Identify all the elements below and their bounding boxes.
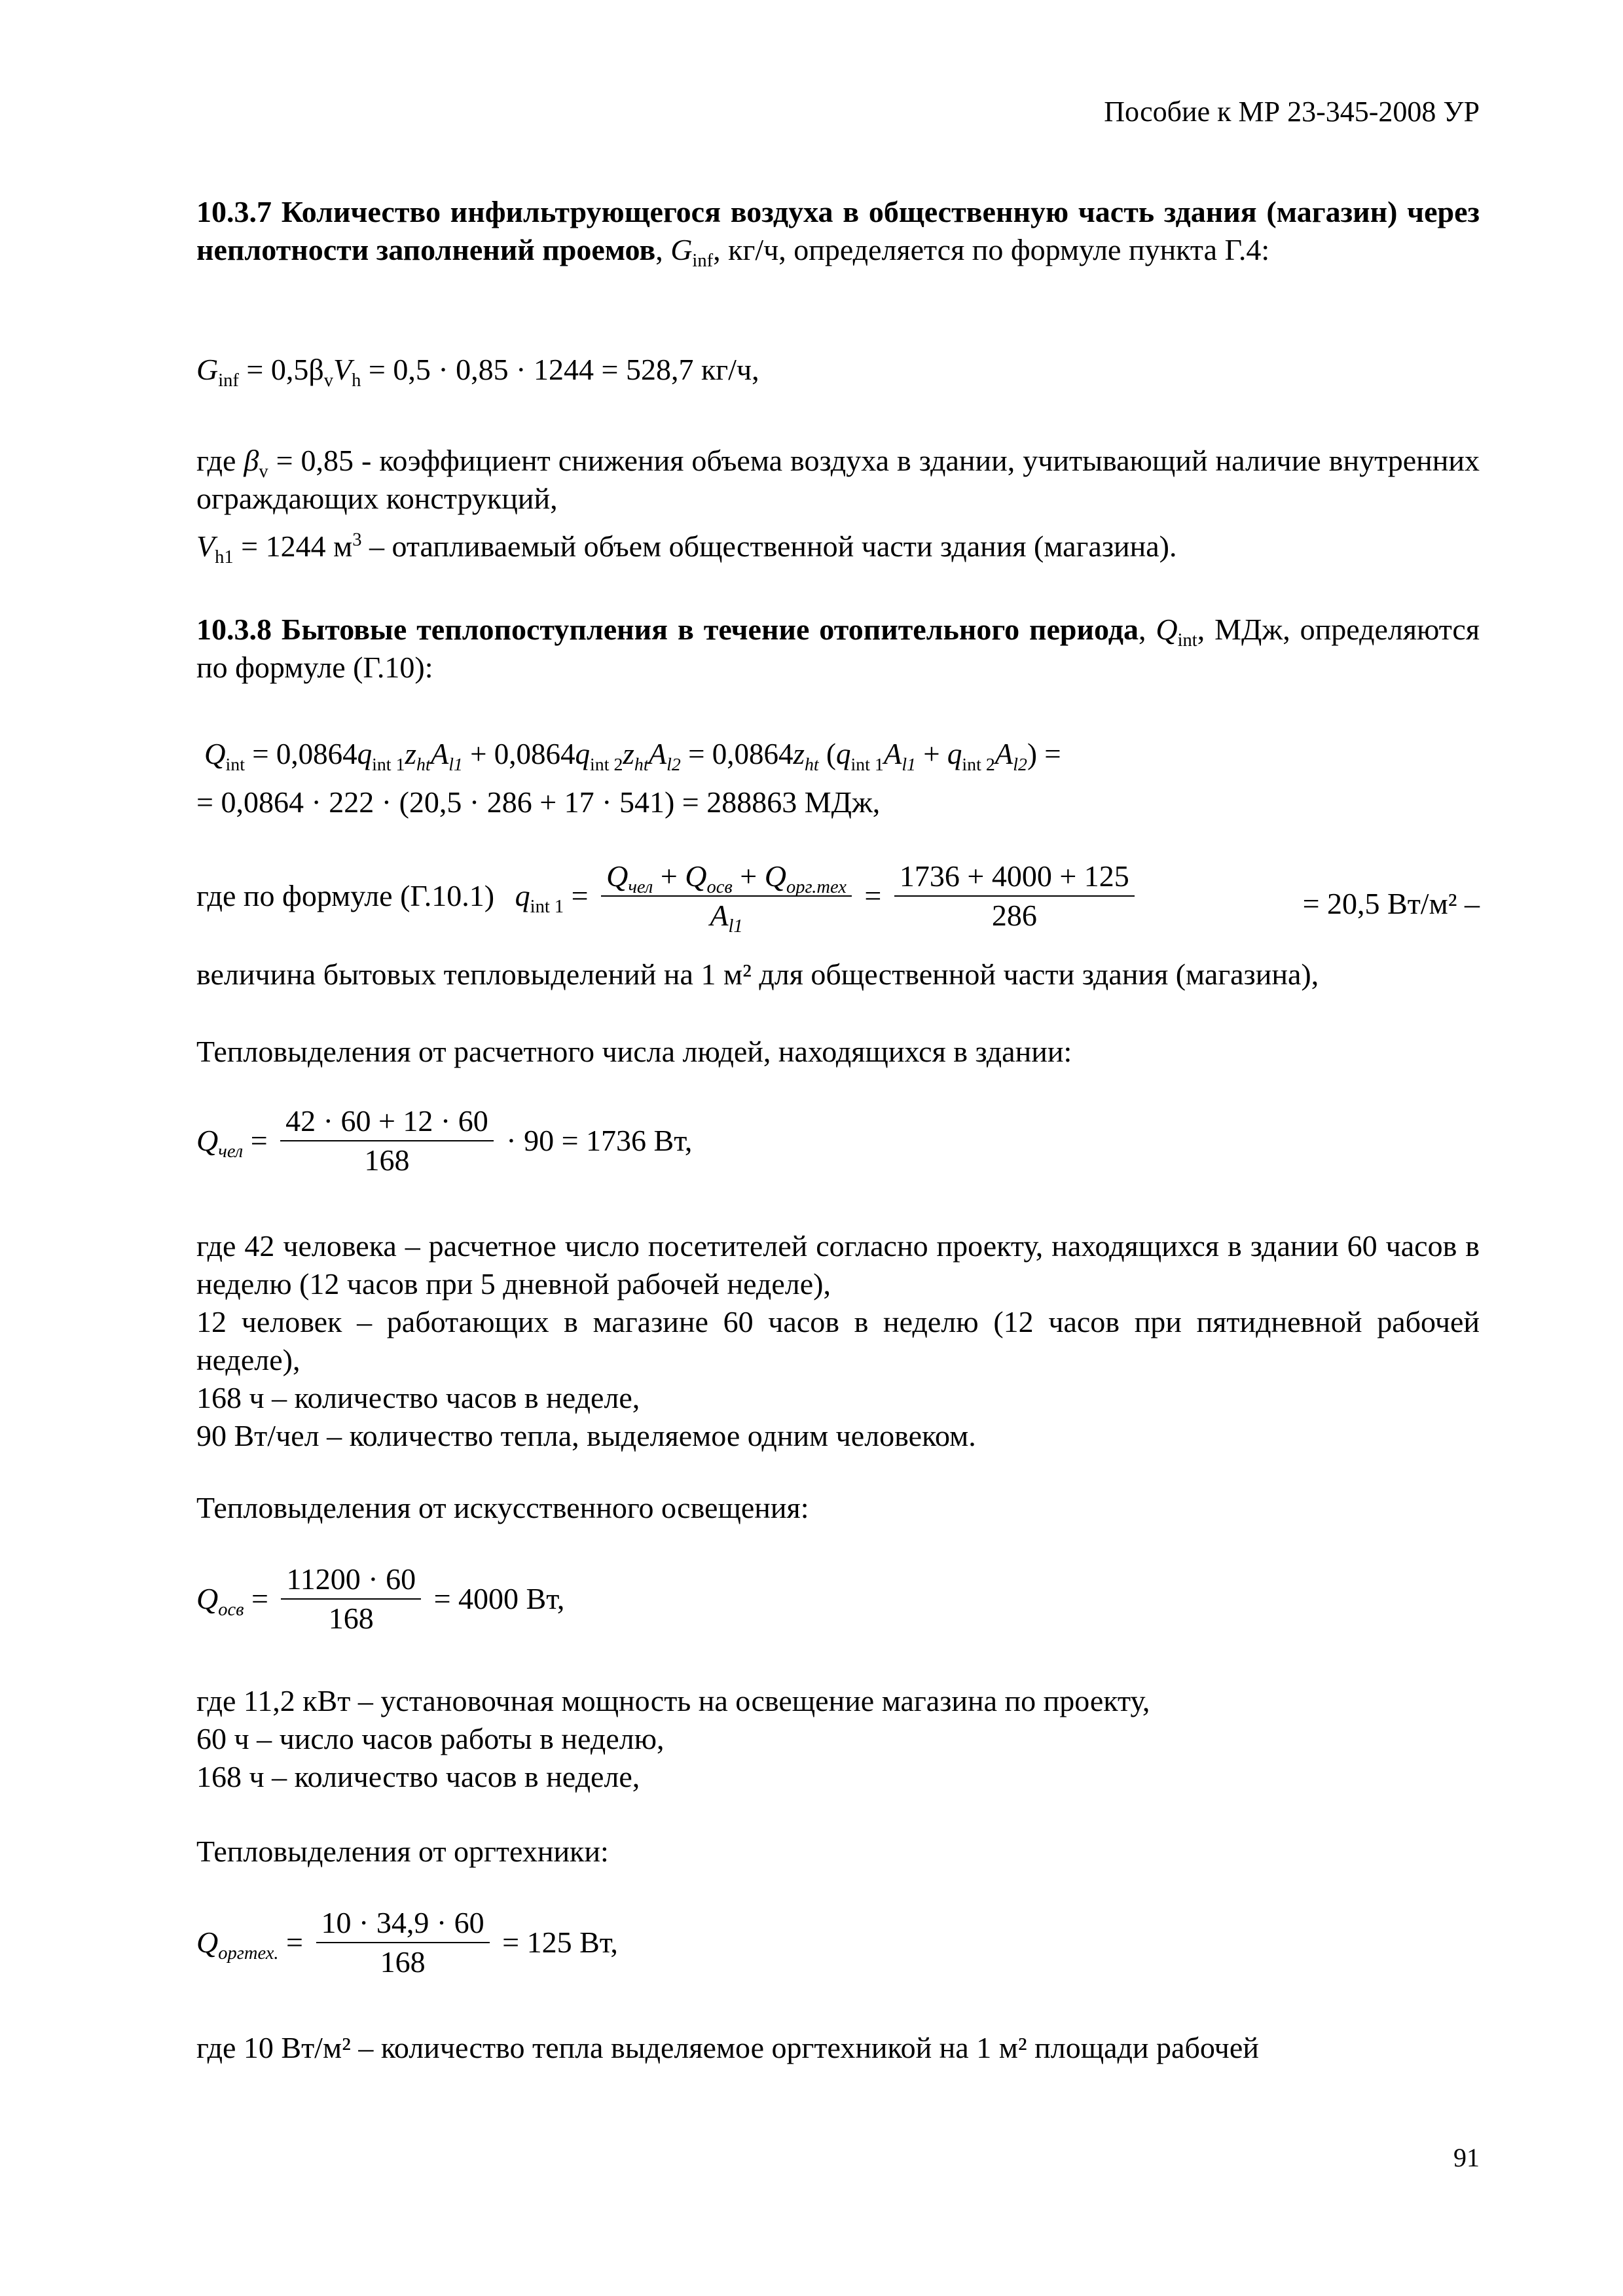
beta-definition [196,442,1480,518]
q-people-equation: $Q_{чел}$ = $\frac{42 \cdot 60 + 12 \cdot 60}{168}$ · 90 = 1736 Вт, [196,1104,693,1177]
eq-tail: = 0,5 · 0,85 · 1244 = 528,7 кг/ч, [361,353,759,386]
where-prefix: где [196,444,244,477]
g-inf-symbol: G [670,233,693,266]
q-int-subscript: int [1177,630,1197,651]
q-int1-result: = 20,5 Вт/м² – [1302,887,1480,920]
eq-v-sub: h [352,370,361,391]
beta-desc: = 0,85 - коэффициент снижения объема воздуха в здании, учитывающий наличие внутренних ограждающих конструкций, [196,444,1480,515]
vh1-sub: h1 [215,547,234,568]
light-note-3: 168 ч – количество часов в неделе, [196,1760,640,1793]
q-int-equation-line-1: $Q_{int} = 0,0864q_{int 1}z_{ht}A_{l1} + 0,0864q_{int 2}z_{ht}A_{l2} = 0,0864z_{ht}$ $(q_{int 1}A_{l1} + q_{int 2}A_{l2})$ = [204,738,1061,775]
q-office-equation: $Q_{оргтех.}$ = $\frac{10 \cdot 34,9 \cdot 60}{168}$ = 125 Вт, [196,1906,618,1979]
light-note-2: 60 ч – число часов работы в неделю, [196,1722,665,1755]
vh1-symbol: V [196,529,215,563]
running-header: Пособие к МР 23-345-2008 УР [1104,96,1480,128]
q-int-equation-line-2: = 0,0864 · 222 · (20,5 · 286 + 17 · 541) = 288863 МДж, [196,785,881,819]
beta-sub: v [259,461,268,482]
section-10-3-8-tail: , МДж, определяются по формуле (Г.10): [196,613,1480,684]
eq-g: G [196,353,219,386]
q-int-symbol: Q [1156,613,1178,646]
section-10-3-7-tail: , кг/ч, определяется по формуле пункта Г.4: [713,233,1270,266]
vh1-definition [196,528,1480,568]
q-int1-prefix: где по формуле (Г.10.1) [196,879,495,912]
page-number: 91 [1453,2143,1480,2172]
vh1-value: = 1244 м [233,529,353,563]
eq-beta-sub: v [323,370,334,391]
people-note-3: 168 ч – количество часов в неделе, [196,1381,640,1414]
vh1-sup: 3 [352,529,362,550]
light-note-1: где 11,2 кВт – установочная мощность на освещение магазина по проекту, [196,1684,1150,1717]
page-content [196,0,1480,2296]
q-int1-description: величина бытовых тепловыделений на 1 м² для общественной части здания (магазина), [196,958,1319,991]
q-int1-fraction-symbolic: $\frac{Q_{чел} + Q_{осв} + Q_{орг.тех}}{A_{l1}}$ [601,861,852,931]
eq-v: V [333,353,352,386]
people-note-4: 90 Вт/чел – количество тепла, выделяемое одним человеком. [196,1419,976,1452]
q-int1-equation: где по формуле (Г.10.1) $q_{int 1}$ = $\frac{Q_{чел} + Q_{осв} + Q_{орг.тех}}{A_{l1}}$ = $\frac{1736 + 4000 + 125}{286}$ = 20,5 Вт/м² – [196,859,1480,937]
g-inf-equation [196,353,759,391]
g-inf-subscript: inf [692,251,714,272]
q-light-equation: $Q_{осв}$ = $\frac{11200 \cdot 60}{168}$ = 4000 Вт, [196,1562,565,1635]
section-10-3-7-paragraph: 10.3.7 Количество инфильтрующегося воздуха в общественную часть здания (магазин) через неплотности заполнений проемов, $G_{inf}$, кг/ч, определяется по формуле пункта Г.4: [196,195,1480,272]
section-10-3-8-paragraph: 10.3.8 Бытовые теплопоступления в течение отопительного периода, $Q_{int}$, МДж, определяются по формуле (Г.10): [196,613,1480,684]
section-10-3-7-heading: 10.3.7 Количество инфильтрующегося воздуха в общественную часть здания (магазин) через неплотности заполнений проемов [196,195,1480,266]
beta-symbol: β [244,444,259,477]
office-title: Тепловыделения от оргтехники: [196,1835,609,1868]
eq-g-sub: inf [218,370,239,391]
q-int1-fraction-numeric: $\frac{1736 + 4000 + 125}{286}$ [894,861,1135,931]
section-10-3-8-heading: 10.3.8 Бытовые теплопоступления в течение отопительного периода [196,613,1139,646]
people-note-1: где 42 человека – расчетное число посетителей согласно проекту, находящихся в здании 60 часов в неделю (12 часов при 5 дневной рабочей неделе), [196,1229,1480,1300]
office-note: где 10 Вт/м² – количество тепла выделяемое оргтехникой на 1 м² площади рабочей [196,2031,1259,2064]
people-note-2: 12 человек – работающих в магазине 60 часов в неделю (12 часов при пятидневной рабочей неделе), [196,1305,1480,1376]
light-title: Тепловыделения от искусственного освещения: [196,1491,809,1524]
vh1-desc: – отапливаемый объем общественной части здания (магазина). [361,529,1177,563]
people-title: Тепловыделения от расчетного числа людей, находящихся в здании: [196,1035,1072,1068]
eq-rhs: = 0,5β [238,353,324,386]
